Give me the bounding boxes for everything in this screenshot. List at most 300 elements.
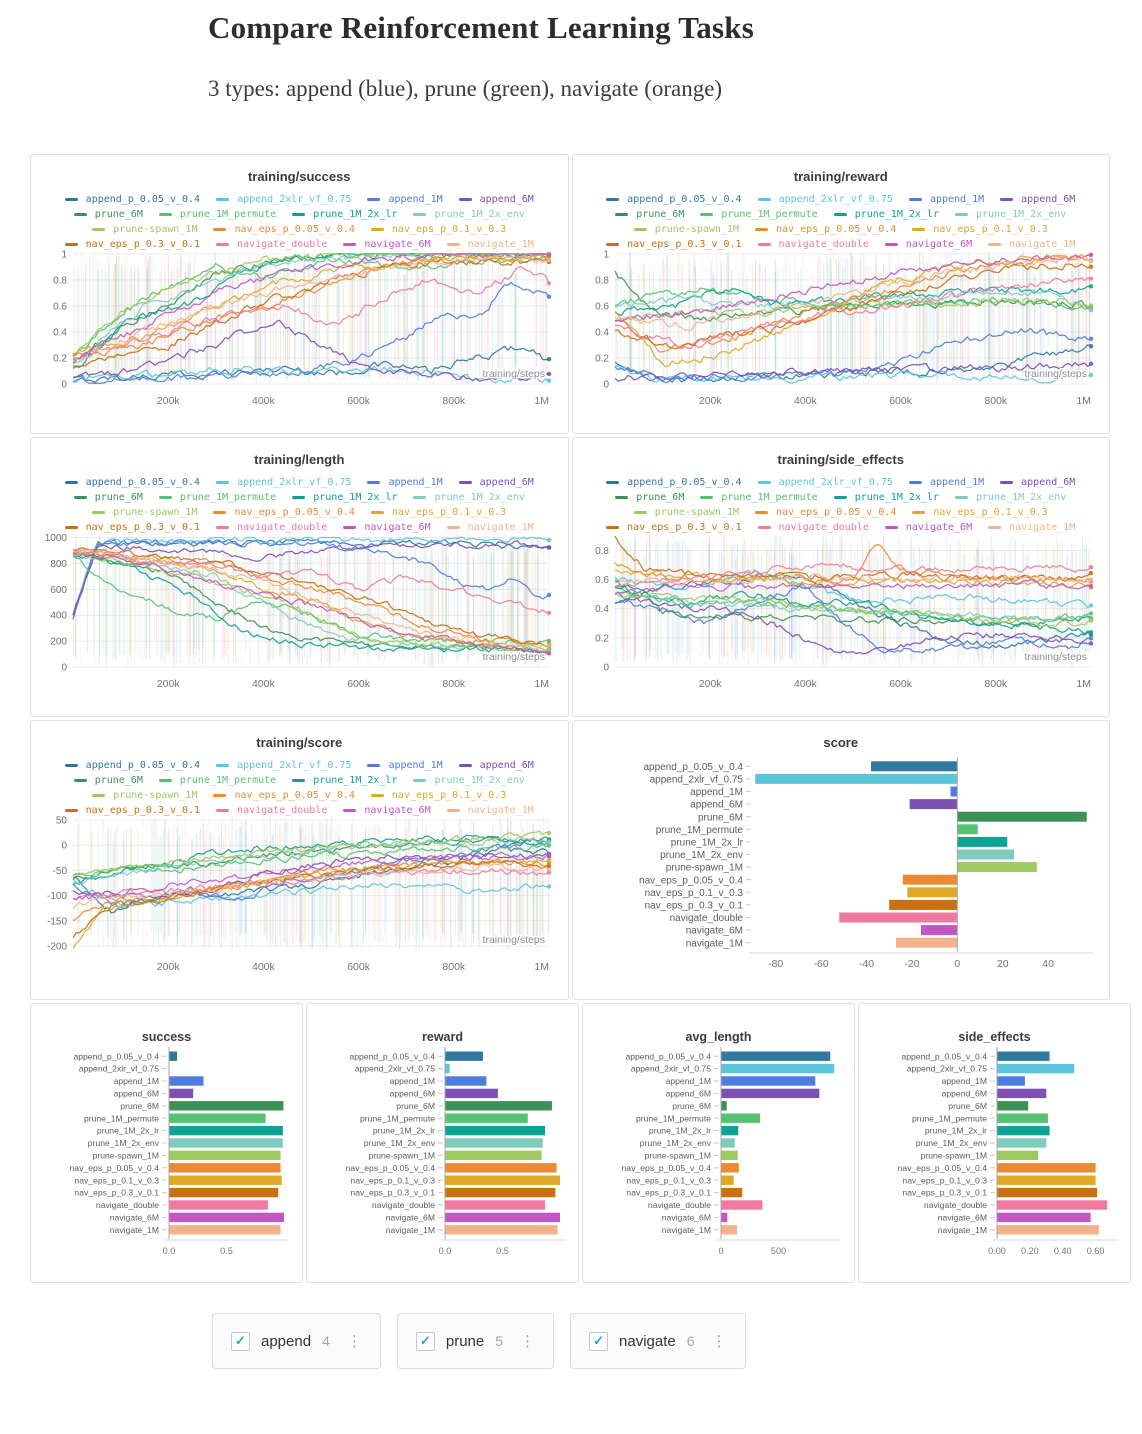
kebab-menu-icon[interactable]: ⋮ <box>346 1331 362 1350</box>
training-success-chart-svg[interactable] <box>43 244 555 414</box>
panel-reward <box>306 1003 579 1283</box>
legend-label: append_2xlr_vf_0.75 <box>237 194 352 205</box>
legend-item[interactable] <box>367 475 442 490</box>
svg-text:0.6: 0.6 <box>594 301 609 313</box>
legend-label: navigate_double <box>778 522 869 533</box>
legend-item[interactable] <box>65 520 200 535</box>
svg-text:nav_eps_p_0.3_v_0.1: nav_eps_p_0.3_v_0.1 <box>902 1187 987 1198</box>
legend-swatch <box>758 481 771 484</box>
bar-nav_eps_p_0.3_v_0.1 <box>997 1188 1097 1197</box>
bar-prune_6M <box>721 1101 727 1110</box>
legend-label: prune_1M_2x_lr <box>313 209 398 220</box>
legend-item[interactable] <box>955 207 1066 222</box>
svg-text:prune_1M_2x_env: prune_1M_2x_env <box>87 1138 159 1149</box>
legend-label: navigate_1M <box>467 239 534 250</box>
bar-nav_eps_p_0.05_v_0.4 <box>169 1163 281 1172</box>
legend-item[interactable] <box>343 803 430 818</box>
legend-label: append_6M <box>1021 477 1076 488</box>
svg-text:append_1M: append_1M <box>113 1076 159 1087</box>
legend-swatch <box>909 481 922 484</box>
svg-text:append_p_0.05_v_0.4: append_p_0.05_v_0.4 <box>901 1051 987 1062</box>
svg-text:prune_6M: prune_6M <box>948 1100 987 1111</box>
legend-item[interactable] <box>343 520 430 535</box>
bar-append_2xlr_vf_0.75 <box>755 774 957 784</box>
svg-text:prune_1M_2x_lr: prune_1M_2x_lr <box>924 1125 987 1136</box>
legend-swatch <box>343 809 356 812</box>
legend-label: append_p_0.05_v_0.4 <box>85 760 201 771</box>
bar-prune_1M_2x_lr <box>169 1126 283 1135</box>
bar-append_2xlr_vf_0.75 <box>997 1064 1074 1073</box>
bar-nav_eps_p_0.1_v_0.3 <box>445 1176 560 1185</box>
bar-prune_6M <box>957 812 1086 822</box>
legend-item[interactable] <box>216 192 351 207</box>
bar-navigate_1M <box>997 1225 1099 1234</box>
bar-nav_eps_p_0.05_v_0.4 <box>902 875 956 885</box>
legend-item[interactable] <box>758 192 893 207</box>
svg-text:nav_eps_p_0.1_v_0.3: nav_eps_p_0.1_v_0.3 <box>74 1175 159 1186</box>
panel-title: training/success <box>247 169 351 184</box>
legend-item[interactable] <box>65 758 200 773</box>
legend-item[interactable] <box>459 192 534 207</box>
svg-text:200k: 200k <box>698 395 722 407</box>
legend-swatch <box>216 809 229 812</box>
legend-item[interactable] <box>912 222 1047 237</box>
svg-text:prune-spawn_1M: prune-spawn_1M <box>665 862 743 874</box>
svg-text:append_6M: append_6M <box>113 1088 159 1099</box>
training-side-effects-chart-svg[interactable] <box>585 527 1097 697</box>
legend-label: prune-spawn_1M <box>654 507 739 518</box>
legend-swatch <box>343 526 356 529</box>
legend-swatch <box>413 213 426 216</box>
svg-text:navigate_double: navigate_double <box>95 1200 159 1211</box>
bar-prune_6M <box>997 1101 1028 1110</box>
svg-text:navigate_1M: navigate_1M <box>385 1224 435 1235</box>
filter-checkbox-append[interactable]: ✓ <box>231 1332 250 1351</box>
legend-label: append_p_0.05_v_0.4 <box>85 477 201 488</box>
legend-label: prune_1M_permute <box>179 492 277 503</box>
legend-item[interactable] <box>447 520 534 535</box>
legend-item[interactable] <box>988 520 1075 535</box>
legend-label: navigate_6M <box>905 522 973 533</box>
legend-item[interactable] <box>74 207 143 222</box>
legend-item[interactable] <box>909 192 984 207</box>
reward-bar-chart-svg[interactable] <box>319 1044 566 1258</box>
legend-item[interactable] <box>74 490 143 505</box>
bar-append_6M <box>721 1089 819 1098</box>
svg-text:append_2xlr_vf_0.75: append_2xlr_vf_0.75 <box>354 1063 435 1074</box>
svg-text:0.8: 0.8 <box>594 545 609 557</box>
svg-text:200k: 200k <box>156 961 180 973</box>
svg-text:0.6: 0.6 <box>594 575 609 587</box>
legend-label: append_2xlr_vf_0.75 <box>237 477 352 488</box>
training-length-chart-svg[interactable] <box>43 527 555 697</box>
panel-title: success <box>141 1030 192 1044</box>
svg-text:1M: 1M <box>534 961 549 973</box>
legend-item[interactable] <box>1000 475 1075 490</box>
svg-text:1M: 1M <box>534 395 549 407</box>
legend-label: nav_eps_p_0.1_v_0.3 <box>933 224 1048 235</box>
legend-swatch <box>216 764 229 767</box>
bar-append_6M <box>997 1089 1046 1098</box>
legend-item[interactable] <box>758 237 869 252</box>
legend-item[interactable] <box>755 505 896 520</box>
svg-text:600k: 600k <box>888 395 912 407</box>
filter-count: 4 <box>322 1333 330 1349</box>
svg-text:append_1M: append_1M <box>389 1076 435 1087</box>
bar-nav_eps_p_0.05_v_0.4 <box>997 1163 1096 1172</box>
legend-label: prune_6M <box>94 775 143 786</box>
legend-item[interactable] <box>447 237 534 252</box>
bar-prune_1M_2x_lr <box>445 1126 545 1135</box>
svg-text:prune_1M_permute: prune_1M_permute <box>655 824 743 836</box>
svg-text:nav_eps_p_0.3_v_0.1: nav_eps_p_0.3_v_0.1 <box>626 1187 711 1198</box>
legend-swatch <box>606 243 619 246</box>
legend-label: append_1M <box>929 194 985 205</box>
legend-swatch <box>912 511 925 514</box>
legend-label: navigate_1M <box>467 522 534 533</box>
bar-navigate_double <box>839 913 957 923</box>
panel-title: side_effects <box>958 1030 1031 1044</box>
panel-training-length <box>30 437 569 717</box>
svg-text:0: 0 <box>61 662 67 674</box>
avg_length-bar-chart-svg[interactable] <box>595 1044 842 1258</box>
legend-item[interactable] <box>1000 192 1075 207</box>
legend-label: append_2xlr_vf_0.75 <box>778 194 893 205</box>
legend-item[interactable] <box>216 758 351 773</box>
svg-text:400k: 400k <box>793 395 817 407</box>
legend-item[interactable] <box>213 505 354 520</box>
bar-navigate_1M <box>169 1225 281 1234</box>
legend-swatch <box>216 481 229 484</box>
kebab-menu-icon[interactable]: ⋮ <box>711 1331 727 1350</box>
svg-text:prune_1M_permute: prune_1M_permute <box>635 1113 711 1124</box>
svg-text:append_1M: append_1M <box>941 1076 987 1087</box>
legend-swatch <box>371 511 384 514</box>
panel-title: training/score <box>256 735 343 750</box>
svg-text:1: 1 <box>61 249 67 261</box>
bar-navigate_1M <box>896 938 957 948</box>
svg-text:0.5: 0.5 <box>496 1246 509 1256</box>
bar-nav_eps_p_0.3_v_0.1 <box>169 1188 278 1197</box>
legend-item[interactable] <box>988 237 1075 252</box>
legend-item[interactable] <box>216 520 327 535</box>
legend-item[interactable] <box>65 237 200 252</box>
bar-append_1M <box>445 1076 486 1085</box>
legend-item[interactable] <box>459 475 534 490</box>
svg-text:append_2xlr_vf_0.75: append_2xlr_vf_0.75 <box>649 774 743 786</box>
legend-item[interactable] <box>606 520 741 535</box>
training-reward-chart-svg[interactable] <box>585 244 1097 414</box>
legend-swatch <box>92 794 105 797</box>
svg-text:-200: -200 <box>46 941 67 953</box>
score-bar-chart-svg[interactable] <box>585 750 1097 968</box>
legend-item[interactable] <box>606 237 741 252</box>
svg-text:0: 0 <box>61 840 67 852</box>
bar-navigate_double <box>169 1200 268 1209</box>
svg-text:nav_eps_p_0.05_v_0.4: nav_eps_p_0.05_v_0.4 <box>621 1162 711 1173</box>
legend-label: nav_eps_p_0.05_v_0.4 <box>234 224 355 235</box>
bar-append_6M <box>445 1089 498 1098</box>
svg-text:prune_6M: prune_6M <box>396 1100 435 1111</box>
legend-label: append_p_0.05_v_0.4 <box>627 194 742 205</box>
legend-swatch <box>758 526 771 529</box>
filter-label: navigate <box>619 1332 676 1350</box>
svg-text:-80: -80 <box>767 958 783 970</box>
legend-swatch <box>74 213 87 216</box>
legend-swatch <box>912 228 925 231</box>
legend-swatch <box>1000 481 1013 484</box>
svg-text:-100: -100 <box>46 891 67 903</box>
legend-item[interactable] <box>92 505 197 520</box>
bar-append_1M <box>950 787 957 797</box>
legend-label: append_2xlr_vf_0.75 <box>237 760 352 771</box>
panel-title: score <box>823 735 859 750</box>
legend-label: prune_1M_2x_env <box>434 209 525 220</box>
legend-item[interactable] <box>413 207 524 222</box>
legend-label: navigate_1M <box>1009 522 1076 533</box>
legend-item[interactable] <box>367 758 442 773</box>
legend-item[interactable] <box>92 788 197 803</box>
bar-append_6M <box>169 1089 193 1098</box>
legend-item[interactable] <box>213 788 354 803</box>
bar-append_p_0.05_v_0.4 <box>445 1052 483 1061</box>
legend-label: prune_1M_2x_lr <box>313 775 398 786</box>
legend-item[interactable] <box>292 207 397 222</box>
svg-text:navigate_double: navigate_double <box>669 913 743 925</box>
bar-prune_1M_2x_env <box>997 1138 1046 1147</box>
legend-label: nav_eps_p_0.3_v_0.1 <box>85 805 201 816</box>
legend-item[interactable] <box>885 520 972 535</box>
legend-label: navigate_double <box>778 239 869 250</box>
legend-label: prune-spawn_1M <box>654 224 739 235</box>
svg-text:0.0: 0.0 <box>438 1246 452 1256</box>
panel-training-side-effects <box>572 437 1111 717</box>
legend-item[interactable] <box>216 237 327 252</box>
legend-swatch <box>758 198 771 201</box>
svg-text:nav_eps_p_0.1_v_0.3: nav_eps_p_0.1_v_0.3 <box>644 887 743 899</box>
svg-text:0: 0 <box>718 1246 724 1256</box>
svg-text:navigate_1M: navigate_1M <box>685 938 743 950</box>
legend-item[interactable] <box>413 490 524 505</box>
svg-text:prune_1M_2x_env: prune_1M_2x_env <box>363 1138 435 1149</box>
svg-text:append_1M: append_1M <box>665 1076 711 1087</box>
bar-prune_1M_permute <box>169 1114 266 1123</box>
svg-text:prune_1M_2x_lr: prune_1M_2x_lr <box>96 1125 159 1136</box>
side_effects-bar-chart-svg[interactable] <box>871 1044 1118 1258</box>
legend-swatch <box>65 764 78 767</box>
filter-count: 6 <box>686 1333 695 1349</box>
legend-item[interactable] <box>758 520 869 535</box>
legend-item[interactable] <box>834 490 939 505</box>
legend-label: nav_eps_p_0.1_v_0.3 <box>391 224 507 235</box>
legend-swatch <box>65 526 78 529</box>
legend-swatch <box>216 198 229 201</box>
legend-label: prune_1M_permute <box>721 492 818 503</box>
report-header <box>0 0 1142 102</box>
legend-item[interactable] <box>955 490 1066 505</box>
legend-item[interactable] <box>606 192 741 207</box>
svg-text:-20: -20 <box>903 958 920 970</box>
legend-item[interactable] <box>700 207 817 222</box>
legend-label: append_1M <box>929 477 985 488</box>
svg-text:0: 0 <box>953 958 960 970</box>
legend-swatch <box>459 481 472 484</box>
panel-title: reward <box>422 1030 463 1044</box>
legend-item[interactable] <box>700 490 817 505</box>
legend-item[interactable] <box>371 222 506 237</box>
svg-text:append_p_0.05_v_0.4: append_p_0.05_v_0.4 <box>642 761 743 773</box>
bar-prune-spawn_1M <box>169 1151 281 1160</box>
svg-text:navigate_double: navigate_double <box>647 1200 711 1211</box>
bar-append_p_0.05_v_0.4 <box>721 1052 830 1061</box>
chart-legend <box>43 475 556 533</box>
bar-prune_1M_permute <box>445 1114 528 1123</box>
svg-text:nav_eps_p_0.3_v_0.1: nav_eps_p_0.3_v_0.1 <box>350 1187 435 1198</box>
svg-text:prune_1M_2x_lr: prune_1M_2x_lr <box>648 1125 711 1136</box>
legend-item[interactable] <box>159 490 276 505</box>
legend-label: append_1M <box>388 194 443 205</box>
panel-success <box>30 1003 303 1283</box>
filter-checkbox-navigate[interactable]: ✓ <box>589 1332 608 1351</box>
svg-text:append_2xlr_vf_0.75: append_2xlr_vf_0.75 <box>78 1063 159 1074</box>
training-score-chart-svg[interactable] <box>43 810 555 980</box>
legend-swatch <box>413 496 426 499</box>
legend-item[interactable] <box>615 490 684 505</box>
legend-item[interactable] <box>371 788 506 803</box>
svg-text:600k: 600k <box>347 395 370 407</box>
legend-item[interactable] <box>159 773 276 788</box>
bar-prune_6M <box>445 1101 552 1110</box>
legend-swatch <box>159 496 172 499</box>
legend-label: prune_6M <box>94 492 143 503</box>
legend-item[interactable] <box>216 803 327 818</box>
legend-item[interactable] <box>606 475 741 490</box>
legend-item[interactable] <box>343 237 430 252</box>
svg-text:0.4: 0.4 <box>594 327 609 339</box>
panel-title: training/length <box>254 452 345 467</box>
svg-text:append_6M: append_6M <box>689 799 743 811</box>
legend-item[interactable] <box>634 505 739 520</box>
legend-swatch <box>371 228 384 231</box>
svg-text:40: 40 <box>1041 958 1054 970</box>
page-subtitle: 3 types: append (blue), prune (green), navigate (orange) <box>208 76 723 101</box>
svg-text:append_6M: append_6M <box>665 1088 711 1099</box>
legend-label: append_p_0.05_v_0.4 <box>627 477 742 488</box>
svg-text:navigate_6M: navigate_6M <box>661 1212 711 1223</box>
panel-avg_length <box>582 1003 855 1283</box>
svg-text:navigate_6M: navigate_6M <box>937 1212 987 1223</box>
legend-item[interactable] <box>65 475 200 490</box>
bar-nav_eps_p_0.05_v_0.4 <box>445 1163 557 1172</box>
legend-item[interactable] <box>834 207 939 222</box>
legend-swatch <box>447 526 460 529</box>
bar-append_1M <box>997 1076 1025 1085</box>
bar-append_1M <box>721 1076 815 1085</box>
legend-label: prune_6M <box>94 209 143 220</box>
legend-item[interactable] <box>159 207 276 222</box>
svg-text:navigate_6M: navigate_6M <box>685 925 743 937</box>
legend-swatch <box>367 481 380 484</box>
legend-item[interactable] <box>371 505 506 520</box>
legend-label: append_6M <box>1021 194 1076 205</box>
legend-item[interactable] <box>459 758 534 773</box>
svg-text:prune_1M_2x_env: prune_1M_2x_env <box>639 1138 711 1149</box>
legend-item[interactable] <box>909 475 984 490</box>
legend-item[interactable] <box>92 222 197 237</box>
legend-label: append_1M <box>388 477 443 488</box>
legend-item[interactable] <box>413 773 524 788</box>
legend-item[interactable] <box>213 222 354 237</box>
legend-item[interactable] <box>912 505 1047 520</box>
success-bar-chart-svg[interactable] <box>43 1044 290 1258</box>
bar-navigate_1M <box>721 1225 737 1234</box>
legend-swatch <box>755 511 768 514</box>
filter-count: 5 <box>495 1333 504 1349</box>
svg-text:20: 20 <box>996 958 1009 970</box>
legend-item[interactable] <box>65 192 200 207</box>
legend-item[interactable] <box>216 475 351 490</box>
svg-text:1000: 1000 <box>44 533 67 545</box>
svg-text:800: 800 <box>50 558 67 570</box>
legend-item[interactable] <box>65 803 200 818</box>
legend-item[interactable] <box>755 222 896 237</box>
legend-item[interactable] <box>758 475 893 490</box>
bar-nav_eps_p_0.3_v_0.1 <box>445 1188 555 1197</box>
bar-nav_eps_p_0.3_v_0.1 <box>721 1188 742 1197</box>
legend-item[interactable] <box>615 207 684 222</box>
legend-item[interactable] <box>447 803 534 818</box>
legend-item[interactable] <box>367 192 442 207</box>
svg-text:nav_eps_p_0.05_v_0.4: nav_eps_p_0.05_v_0.4 <box>345 1162 435 1173</box>
bar-prune_1M_permute <box>721 1114 760 1123</box>
svg-text:nav_eps_p_0.1_v_0.3: nav_eps_p_0.1_v_0.3 <box>902 1175 987 1186</box>
bar-prune_1M_2x_env <box>169 1138 283 1147</box>
run-set-filters <box>212 1313 1142 1369</box>
svg-text:append_6M: append_6M <box>389 1088 435 1099</box>
legend-item[interactable] <box>74 773 143 788</box>
main-chart-grid <box>30 154 1110 1000</box>
legend-swatch <box>213 794 226 797</box>
svg-text:0: 0 <box>61 379 67 391</box>
svg-text:0.8: 0.8 <box>53 275 67 287</box>
legend-swatch <box>634 228 647 231</box>
svg-text:prune_1M_permute: prune_1M_permute <box>83 1113 159 1124</box>
bar-prune_1M_2x_lr <box>957 837 1007 847</box>
bar-append_2xlr_vf_0.75 <box>445 1064 450 1073</box>
bar-nav_eps_p_0.1_v_0.3 <box>997 1176 1096 1185</box>
legend-item[interactable] <box>634 222 739 237</box>
svg-text:600k: 600k <box>888 678 912 690</box>
legend-label: prune_6M <box>636 209 685 220</box>
svg-text:0.2: 0.2 <box>594 633 609 645</box>
svg-text:prune_1M_2x_env: prune_1M_2x_env <box>659 850 743 862</box>
filter-checkbox-prune[interactable]: ✓ <box>416 1332 435 1351</box>
legend-swatch <box>459 198 472 201</box>
svg-text:training/steps: training/steps <box>482 368 545 380</box>
legend-label: append_6M <box>479 760 534 771</box>
legend-swatch <box>213 511 226 514</box>
legend-swatch <box>606 526 619 529</box>
bar-navigate_1M <box>445 1225 558 1234</box>
legend-item[interactable] <box>885 237 972 252</box>
legend-item[interactable] <box>292 490 397 505</box>
legend-label: navigate_double <box>237 239 328 250</box>
legend-item[interactable] <box>292 773 397 788</box>
kebab-menu-icon[interactable]: ⋮ <box>520 1331 536 1350</box>
legend-swatch <box>615 496 628 499</box>
filter-card-prune <box>397 1313 554 1369</box>
bar-prune-spawn_1M <box>721 1151 738 1160</box>
